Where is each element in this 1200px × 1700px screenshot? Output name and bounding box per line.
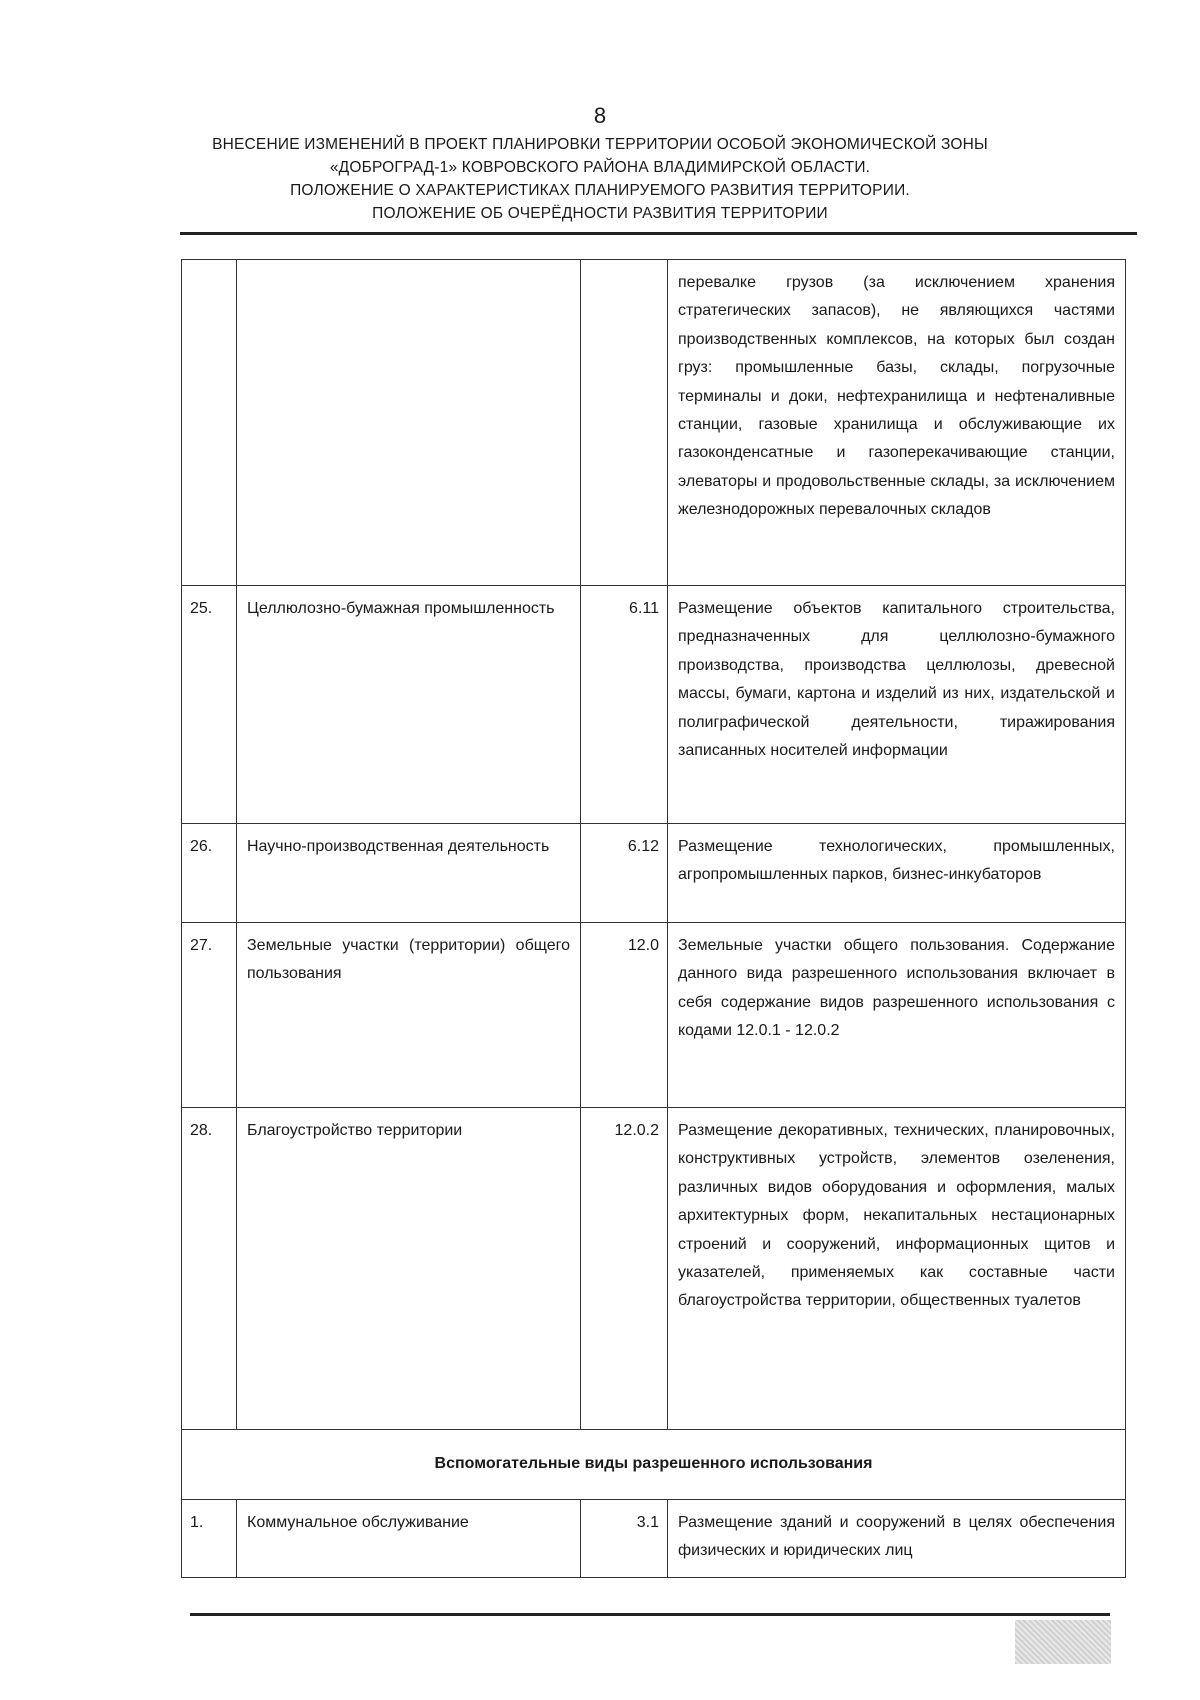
row-code: 6.12 <box>581 824 668 923</box>
row-number: 26. <box>182 824 237 923</box>
row-description: Размещение технологических, промышленных, агропромышленных парков, бизнес-инкубаторов <box>668 824 1126 923</box>
row-name: Научно-производственная деятельность <box>237 824 581 923</box>
row-number <box>182 260 237 586</box>
footer-divider <box>190 1613 1110 1616</box>
page-number: 8 <box>593 103 607 128</box>
row-name: Целлюлозно-бумажная промышленность <box>237 586 581 824</box>
row-code <box>581 260 668 586</box>
row-number: 27. <box>182 923 237 1108</box>
row-code: 3.1 <box>581 1500 668 1578</box>
row-name: Коммунальное обслуживание <box>237 1500 581 1578</box>
section-heading-row <box>182 1430 1126 1500</box>
row-name: Земельные участки (территории) общего пользования <box>237 923 581 1108</box>
table-row <box>182 824 1126 923</box>
document-header <box>0 133 1200 225</box>
row-description: Размещение зданий и сооружений в целях обеспечения физических и юридических лиц <box>668 1500 1126 1578</box>
header-line-2: «ДОБРОГРАД-1» КОВРОВСКОГО РАЙОНА ВЛАДИМИРСКОЙ ОБЛАСТИ. <box>329 159 871 176</box>
table-row <box>182 1500 1126 1578</box>
header-line-4: ПОЛОЖЕНИЕ ОБ ОЧЕРЁДНОСТИ РАЗВИТИЯ ТЕРРИТОРИИ <box>372 205 828 222</box>
row-code: 12.0 <box>581 923 668 1108</box>
row-description: перевалке грузов (за исключением хранения стратегических запасов), не являющихся частями производственных комплексов, на которых был создан груз: промышленные базы, склады, погрузочные терминалы и доки, нефтехранилища и нефтеналивные станции, газовые хранилища и обслуживающие их газоконденсатные и газоперекачивающие станции, элеваторы и продовольственные склады, за исключением железнодорожных перевалочных складов <box>668 260 1126 586</box>
header-divider <box>180 232 1137 235</box>
row-code: 12.0.2 <box>581 1108 668 1430</box>
header-line-3: ПОЛОЖЕНИЕ О ХАРАКТЕРИСТИКАХ ПЛАНИРУЕМОГО РАЗВИТИЯ ТЕРРИТОРИИ. <box>290 182 910 199</box>
table-row <box>182 1108 1126 1430</box>
header-line-1: ВНЕСЕНИЕ ИЗМЕНЕНИЙ В ПРОЕКТ ПЛАНИРОВКИ ТЕРРИТОРИИ ОСОБОЙ ЭКОНОМИЧЕСКОЙ ЗОНЫ <box>212 136 988 153</box>
row-description: Земельные участки общего пользования. Содержание данного вида разрешенного использования включает в себя содержание видов разрешенного использования с кодами 12.0.1 - 12.0.2 <box>668 923 1126 1108</box>
scan-stamp-mark <box>1015 1620 1111 1664</box>
table-row <box>182 923 1126 1108</box>
row-name: Благоустройство территории <box>237 1108 581 1430</box>
row-code: 6.11 <box>581 586 668 824</box>
table-row <box>182 586 1126 824</box>
table-row <box>182 260 1126 586</box>
row-description: Размещение декоративных, технических, планировочных, конструктивных устройств, элементов озеленения, различных видов оборудования и оформления, малых архитектурных форм, некапитальных нестационарных строений и сооружений, информационных щитов и указателей, применяемых как составные части благоустройства территории, общественных туалетов <box>668 1108 1126 1430</box>
row-name <box>237 260 581 586</box>
land-use-table <box>181 259 1126 1578</box>
row-number: 28. <box>182 1108 237 1430</box>
row-description: Размещение объектов капитального строительства, предназначенных для целлюлозно-бумажного производства, производства целлюлозы, древесной массы, бумаги, картона и изделий из них, издательской и полиграфической деятельности, тиражирования записанных носителей информации <box>668 586 1126 824</box>
row-number: 1. <box>182 1500 237 1578</box>
section-heading: Вспомогательные виды разрешенного использования <box>182 1430 1126 1500</box>
row-number: 25. <box>182 586 237 824</box>
